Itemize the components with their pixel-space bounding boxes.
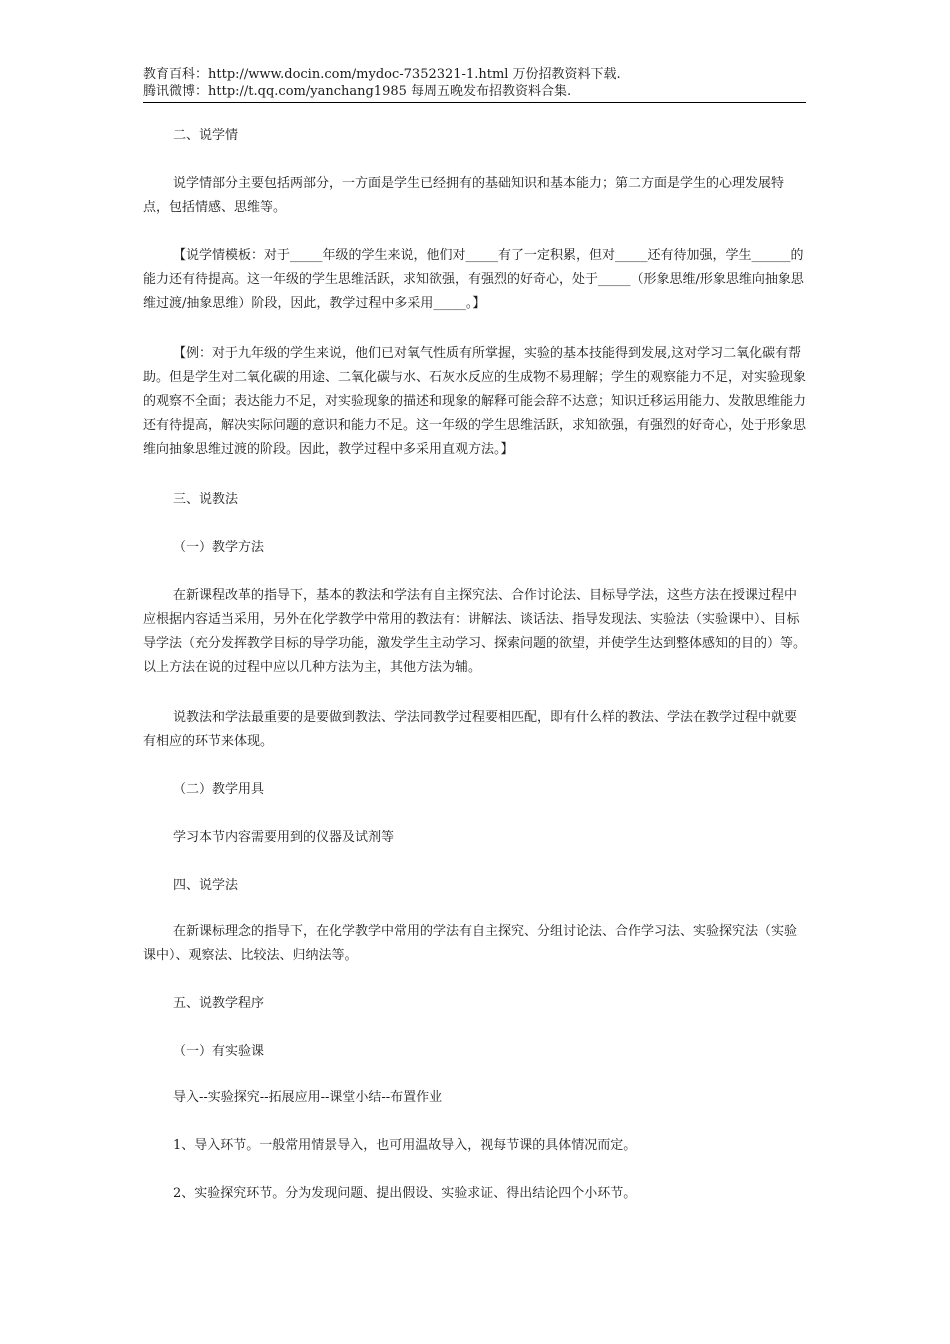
section-3-paragraph-methods: 在新课程改革的指导下，基本的教法和学法有自主探究法、合作讨论法、目标导学法，这些方法在授课过程中应根据内容适当采用，另外在化学教学中常用的教法有：讲解法、谈话法、指导发现法、实验法（实验课中）、目标导学法（充分发挥教学目标的导学功能，激发学生主动学习、探索问题的欲望，并使学生达到整体感知的目的）等。以上方法在说的过程中应以几种方法为主，其他方法为辅。 [143, 588, 807, 675]
section-5-title: 五、说教学程序 [173, 996, 265, 1011]
section-3-paragraph-matching: 说教法和学法最重要的是要做到教法、学法同教学过程要相匹配，即有什么样的教法、学法在教学过程中就要有相应的环节来体现。 [143, 710, 798, 749]
section-5-item-2: 2、实验探究环节。分为发现问题、提出假设、实验求证、得出结论四个小环节。 [173, 1186, 637, 1201]
section-3-paragraph-tools: 学习本节内容需要用到的仪器及试剂等 [173, 830, 395, 845]
section-4-paragraph: 在新课标理念的指导下，在化学教学中常用的学法有自主探究、分组讨论法、合作学习法、实验探究法（实验课中）、观察法、比较法、归纳法等。 [143, 924, 798, 963]
page-header [143, 66, 806, 103]
section-2-title: 二、说学情 [173, 128, 239, 143]
section-2-example: 【例：对于九年级的学生来说，他们已对氧气性质有所掌握，实验的基本技能得到发展,这对学习二氧化碳有帮助。但是学生对二氧化碳的用途、二氧化碳与水、石灰水反应的生成物不易理解；学生的观察能力不足，对实验现象的观察不全面；表达能力不足，对实验现象的描述和现象的解释可能会辞不达意；知识迁移运用能力、发散思维能力还有待提高，解决实际问题的意识和能力不足。这一年级的学生思维活跃，求知欲强，有强烈的好奇心，处于形象思维向抽象思维过渡的阶段。因此，教学过程中多采用直观方法。】 [143, 346, 807, 457]
section-4-title: 四、说学法 [173, 878, 239, 893]
section-3-subtitle-methods: （一）教学方法 [173, 540, 265, 555]
section-3-subtitle-tools: （二）教学用具 [173, 782, 265, 797]
section-5-flow: 导入--实验探究--拓展应用--课堂小结--布置作业 [173, 1090, 443, 1105]
section-3-title: 三、说教法 [173, 492, 239, 507]
header-line-weibo: 腾讯微博：http://t.qq.com/yanchang1985 每周五晚发布招教资料合集. [143, 84, 572, 99]
section-2-template: 【说学情模板：对于_____年级的学生来说，他们对_____有了一定积累，但对_____还有待加强，学生______的能力还有待提高。这一年级的学生思维活跃，求知欲强，有强烈的好奇心，处于_____（形象思维/形象思维向抽象思维过渡/抽象思维）阶段，因此，教学过程中多采用_____。】 [143, 248, 804, 311]
section-2-paragraph: 说学情部分主要包括两部分，一方面是学生已经拥有的基础知识和基本能力；第二方面是学生的心理发展特点，包括情感、思维等。 [143, 176, 785, 215]
header-line-docin: 教育百科：http://www.docin.com/mydoc-7352321-1.html 万份招教资料下载. [143, 67, 621, 82]
section-5-subtitle-experiment: （一）有实验课 [173, 1044, 265, 1059]
section-5-item-1: 1、导入环节。一般常用情景导入，也可用温故导入，视每节课的具体情况而定。 [173, 1138, 637, 1153]
